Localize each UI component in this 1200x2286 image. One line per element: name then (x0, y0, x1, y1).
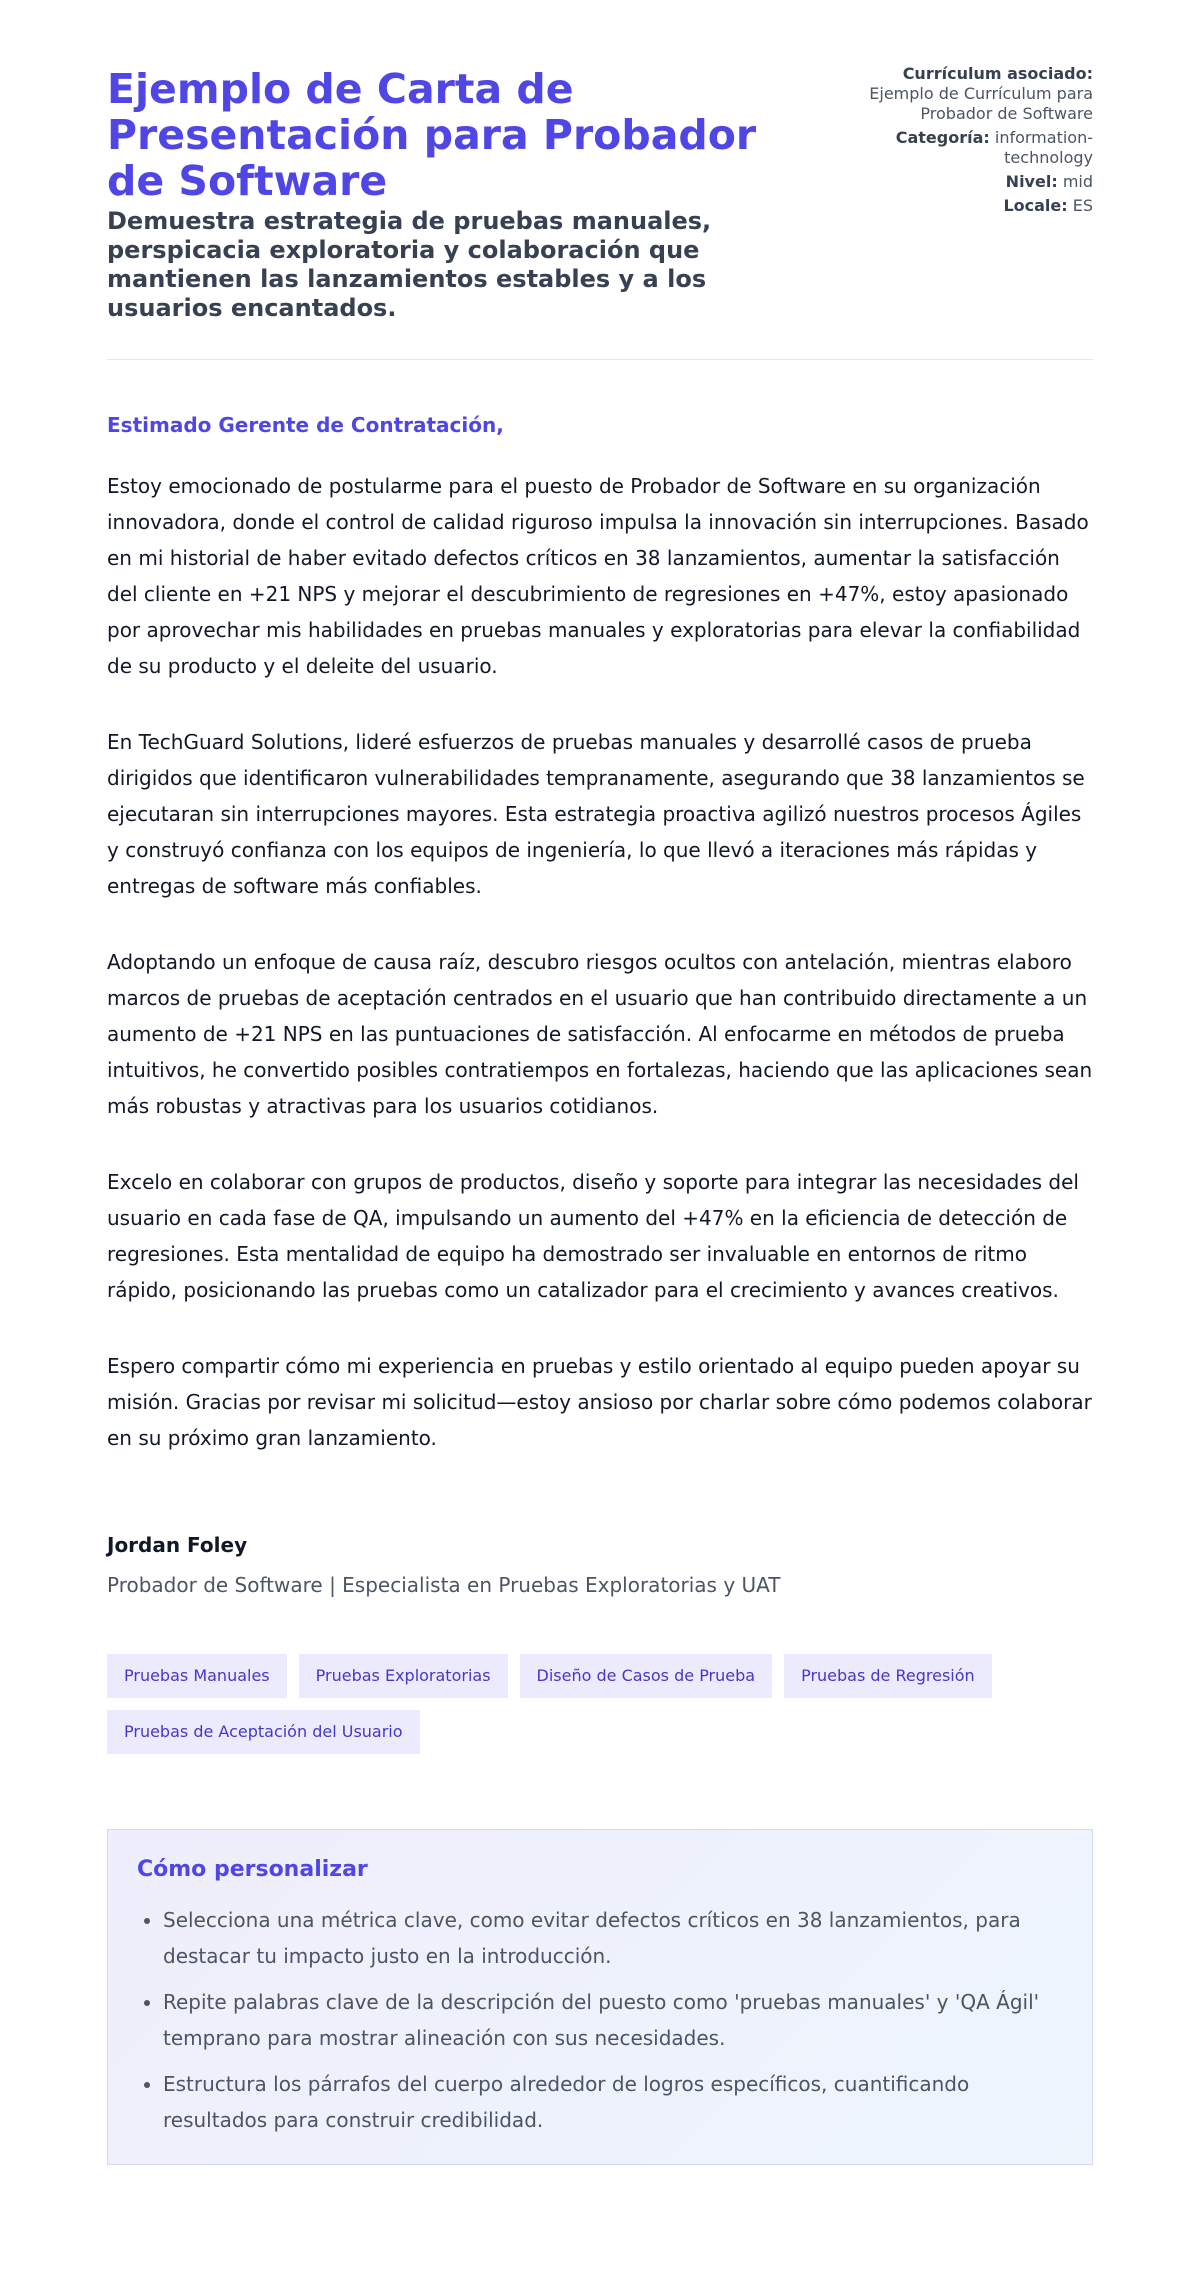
skill-tags (107, 1654, 1093, 1754)
letter-paragraph-2: En TechGuard Solutions, lideré esfuerzos de pruebas manuales y desarrollé casos de prueba dirigidos que identificaron vulnerabilidades tempranamente, asegurando que 38 lanzamientos se ejecutaran sin interrupciones mayores. Esta estrategia proactiva agilizó nuestros procesos Ágiles y construyó confianza con los equipos de ingeniería, lo que llevó a iteraciones más rápidas y entregas de software más confiables. (107, 730, 1085, 898)
meta-locale-value: ES (1072, 196, 1093, 215)
letter-body (107, 412, 1093, 1598)
page-title: Ejemplo de Carta de Presentación para Probador de Software (107, 65, 757, 205)
letter-paragraph-1: Estoy emocionado de postularme para el puesto de Probador de Software en su organización innovadora, donde el control de calidad riguroso impulsa la innovación sin interrupciones. Basado en mi historial de haber evitado defectos críticos en 38 lanzamientos, aumentar la satisfacción del cliente en +21 NPS y mejorar el descubrimiento de regresiones en +47%, estoy apasionado por aprovechar mis habilidades en pruebas manuales y exploratorias para elevar la confiabilidad de su producto y el deleite del usuario. (107, 474, 1089, 678)
meta-resume (863, 64, 1093, 124)
tips-title: Cómo personalizar (137, 1857, 368, 1882)
tips-list (137, 1902, 1063, 2138)
letter-paragraph-3: Adoptando un enfoque de causa raíz, descubro riesgos ocultos con antelación, mientras elaboro marcos de pruebas de aceptación centrados en el usuario que han contribuido directamente a un aumento de +21 NPS en las puntuaciones de satisfacción. Al enfocarme en métodos de prueba intuitivos, he convertido posibles contratiempos en fortalezas, haciendo que las aplicaciones sean más robustas y atractivas para los usuarios cotidianos. (107, 950, 1093, 1118)
skill-tag: Pruebas de Regresión (784, 1654, 992, 1698)
signature-name: Jordan Foley (107, 1533, 248, 1557)
tips-list-item: • Selecciona una métrica clave, como evitar defectos críticos en 38 lanzamientos, para destacar tu impacto justo en la introducción. (163, 1902, 1063, 1974)
skill-tag: Diseño de Casos de Prueba (520, 1654, 773, 1698)
meta-resume-value: Ejemplo de Currículum para Probador de Software (869, 84, 1093, 123)
letter-paragraph-5: Espero compartir cómo mi experiencia en pruebas y estilo orientado al equipo pueden apoyar su misión. Gracias por revisar mi solicitud—estoy ansioso por charlar sobre cómo podemos colaborar en su próximo gran lanzamiento. (107, 1354, 1092, 1450)
meta-resume-label: Currículum asociado: (902, 64, 1093, 83)
signature-title: Probador de Software | Especialista en Pruebas Exploratorias y UAT (107, 1573, 781, 1597)
letter-greeting: Estimado Gerente de Contratación, (107, 413, 504, 437)
letter-paragraph-4: Excelo en colaborar con grupos de productos, diseño y soporte para integrar las necesidades del usuario en cada fase de QA, impulsando un aumento del +47% en la eficiencia de detección de regresiones. Esta mentalidad de equipo ha demostrado ser invaluable en entornos de ritmo rápido, posicionando las pruebas como un catalizador para el crecimiento y avances creativos. (107, 1170, 1079, 1302)
meta-locale-label: Locale: (1003, 196, 1068, 215)
page-subtitle: Demuestra estrategia de pruebas manuales, perspicacia exploratoria y colaboración que mantienen las lanzamientos estables y a los usuarios encantados. (107, 207, 712, 322)
page-header (107, 64, 1093, 360)
skill-tag: Pruebas Manuales (107, 1654, 287, 1698)
tips-list-item: • Estructura los párrafos del cuerpo alrededor de logros específicos, cuantificando resultados para construir credibilidad. (163, 2066, 1063, 2138)
meta-category-value: information-technology (994, 128, 1093, 167)
meta-level-label: Nivel: (1005, 172, 1058, 191)
meta-category (863, 128, 1093, 168)
customization-tips-box (107, 1829, 1093, 2165)
meta-category-label: Categoría: (895, 128, 990, 147)
tips-list-item: • Repite palabras clave de la descripción del puesto como 'pruebas manuales' y 'QA Ágil' temprano para mostrar alineación con sus necesidades. (163, 1984, 1063, 2056)
meta-panel (863, 64, 1093, 220)
meta-locale (863, 196, 1093, 216)
meta-level-value: mid (1062, 172, 1093, 191)
meta-level (863, 172, 1093, 192)
skill-tag: Pruebas Exploratorias (299, 1654, 508, 1698)
skill-tag: Pruebas de Aceptación del Usuario (107, 1710, 420, 1754)
